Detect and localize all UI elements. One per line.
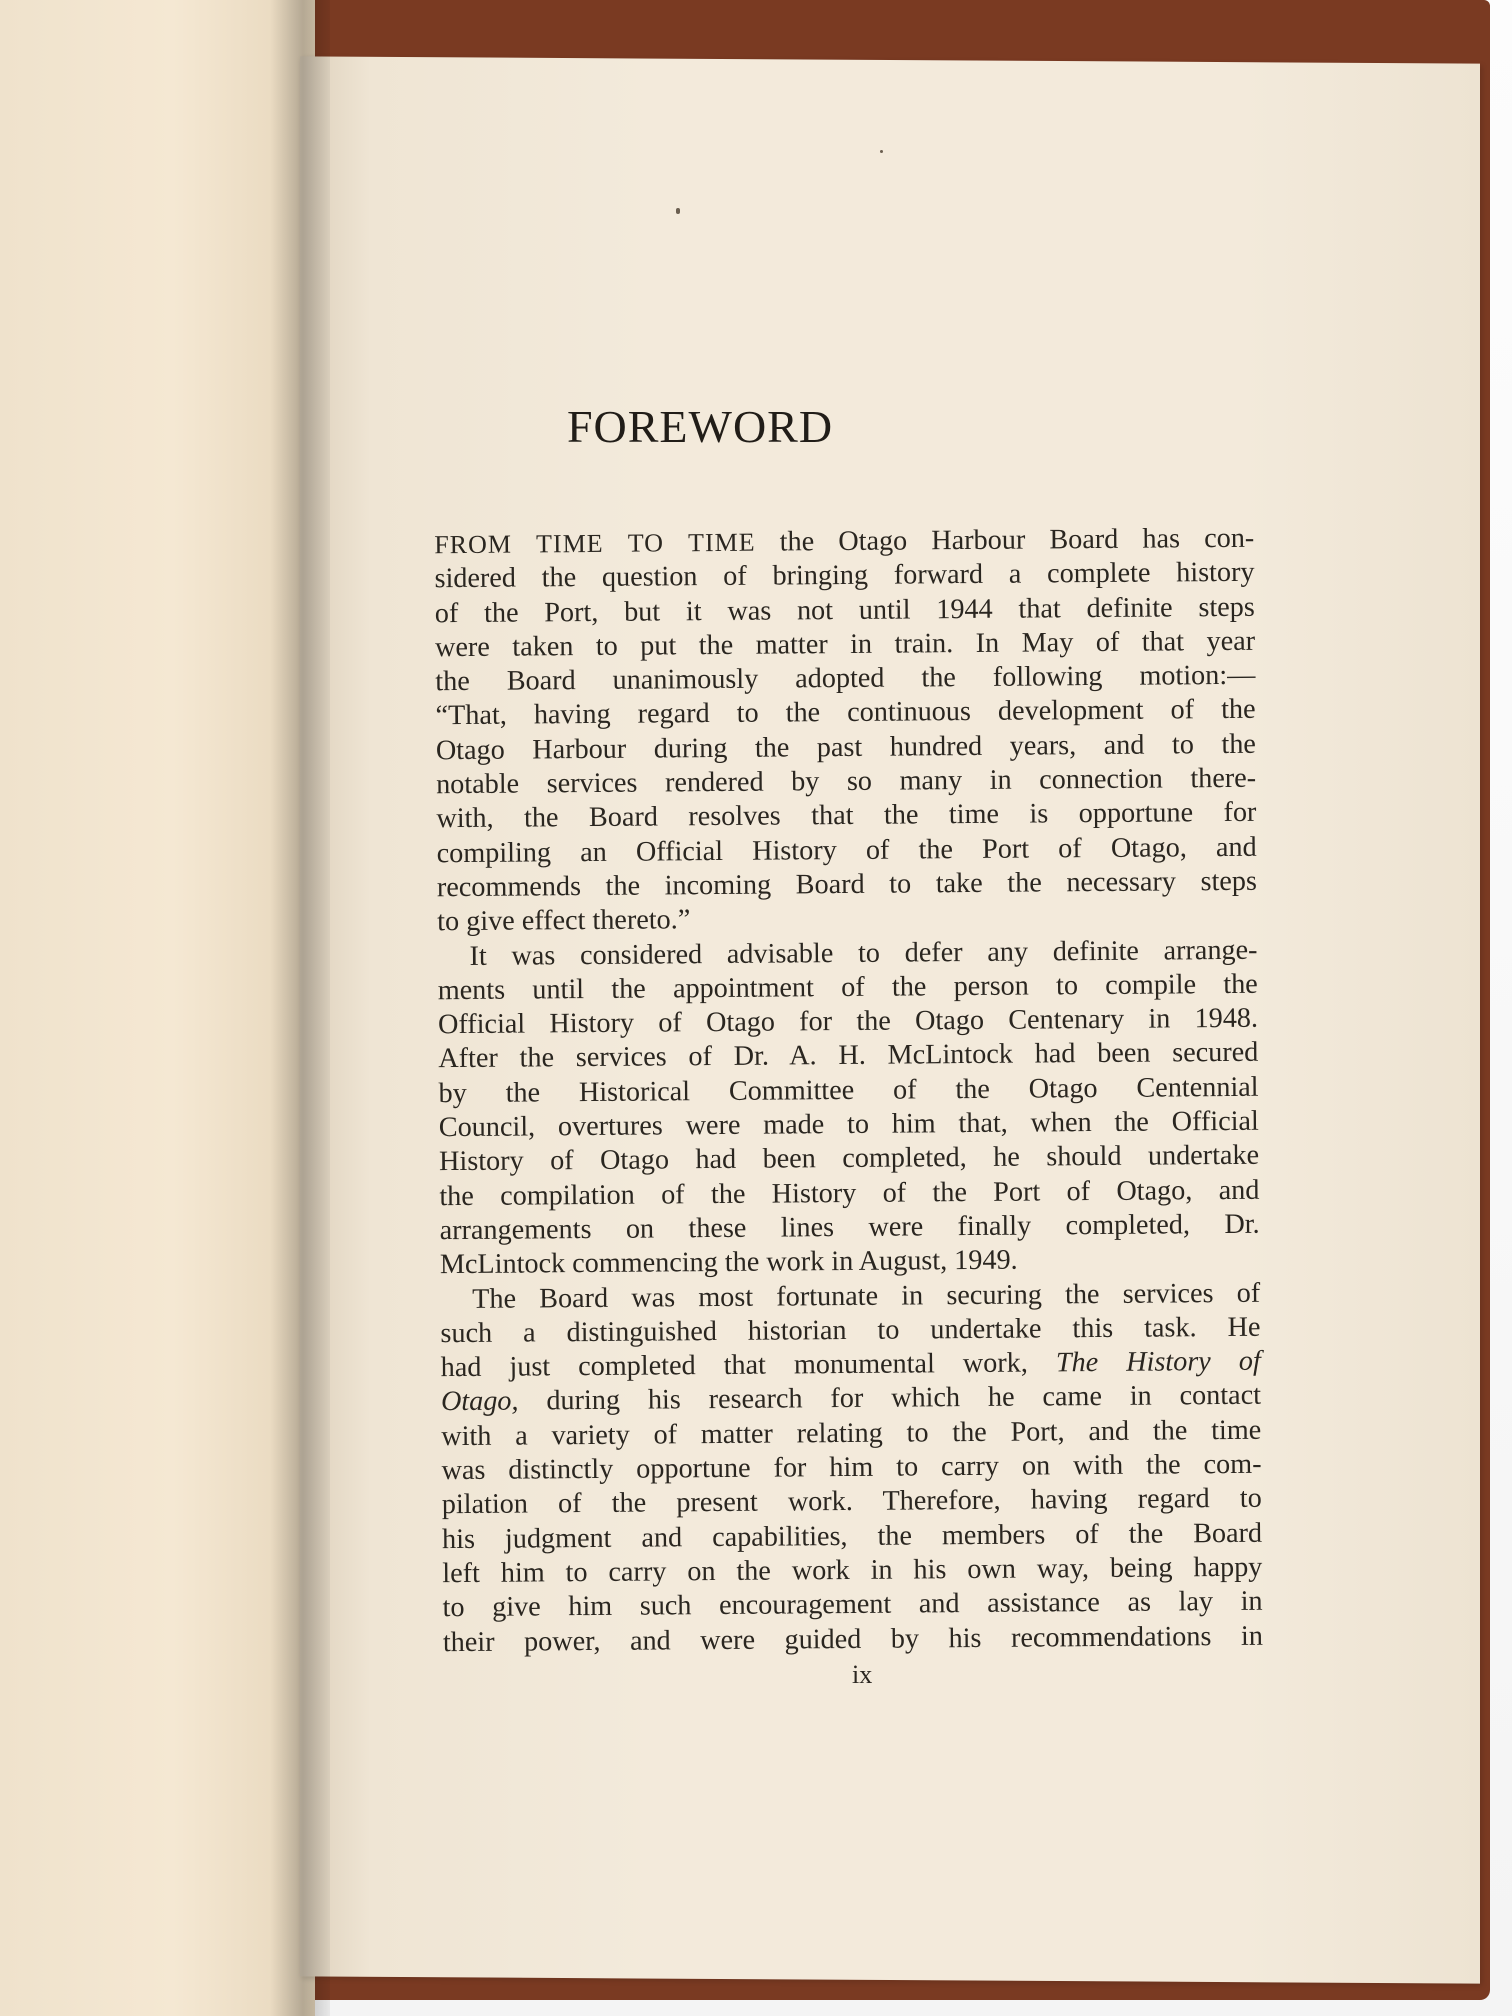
text-line: The Board was most fortunate in securing the services of — [472, 1277, 1261, 1315]
text-line: After the services of Dr. A. H. McLintock had been secured — [438, 1037, 1259, 1075]
page-number: ix — [852, 1660, 873, 1689]
text-line: the compilation of the History of the Port of Otago, and — [439, 1174, 1260, 1212]
text-line: the Board unanimously adopted the following motion:— — [435, 659, 1256, 698]
text-line: were taken to put the matter in train. In May of that year — [434, 625, 1256, 664]
text-line: of the Port, but it was not until 1944 that definite steps — [434, 591, 1255, 629]
text-line: sidered the question of bringing forward a complete history — [434, 557, 1255, 595]
text-line: to give him such encouragement and assistance as lay in — [442, 1585, 1263, 1624]
left-page — [0, 0, 315, 2016]
text-line: left him to carry on the work in his own way, being happy — [442, 1551, 1263, 1590]
text-line: to give effect thereto.” — [437, 904, 691, 938]
paper-fleck — [676, 208, 680, 214]
text-line: recommends the incoming Board to take the necessary steps — [436, 865, 1258, 904]
text-line: was distinctly opportune for him to carry on with the com- — [441, 1448, 1262, 1487]
paper-fleck — [880, 150, 883, 153]
text-line: notable services rendered by so many in connection there- — [436, 762, 1257, 801]
text-line: his judgment and capabilities, the members of the Board — [441, 1517, 1263, 1555]
text-line: compiling an Official History of the Port of Otago, and — [436, 831, 1257, 869]
text-line: It was considered advisable to defer any definite arrange- — [469, 934, 1258, 972]
text-line: by the Historical Committee of the Otago Centennial — [438, 1071, 1259, 1109]
text-line: Official History of Otago for the Otago Centenary in 1948. — [437, 1002, 1259, 1041]
text-line: with a variety of matter relating to the Port, and the time — [441, 1414, 1262, 1452]
text-line: Council, overtures were made to him that, when the Official — [438, 1105, 1259, 1144]
text-line: arrangements on these lines were finally completed, Dr. — [439, 1208, 1260, 1247]
text-line: had just completed that monumental work, The History of — [440, 1345, 1261, 1384]
text-line: Otago, during his research for which he came in contact — [440, 1380, 1262, 1418]
text-line: pilation of the present work. Therefore, having regard to — [441, 1483, 1262, 1521]
foreword-heading: FOREWORD — [566, 401, 834, 452]
spine-shadow — [270, 0, 330, 2016]
text-line: ments until the appointment of the person to compile the — [437, 968, 1258, 1007]
text-line: McLintock commencing the work in August, 1949. — [439, 1244, 1018, 1281]
text-line: “That, having regard to the continuous development of the — [435, 694, 1256, 732]
text-line: with, the Board resolves that the time is opportune for — [436, 797, 1257, 835]
text-line: FROM TIME TO TIME the Otago Harbour Board has con- — [434, 522, 1255, 560]
text-line: Otago Harbour during the past hundred years, and to the — [435, 728, 1256, 766]
text-line: History of Otago had been completed, he should undertake — [438, 1140, 1260, 1178]
text-line: such a distinguished historian to undertake this task. He — [440, 1311, 1261, 1350]
text-line: their power, and were guided by his recommendations in — [442, 1620, 1263, 1658]
